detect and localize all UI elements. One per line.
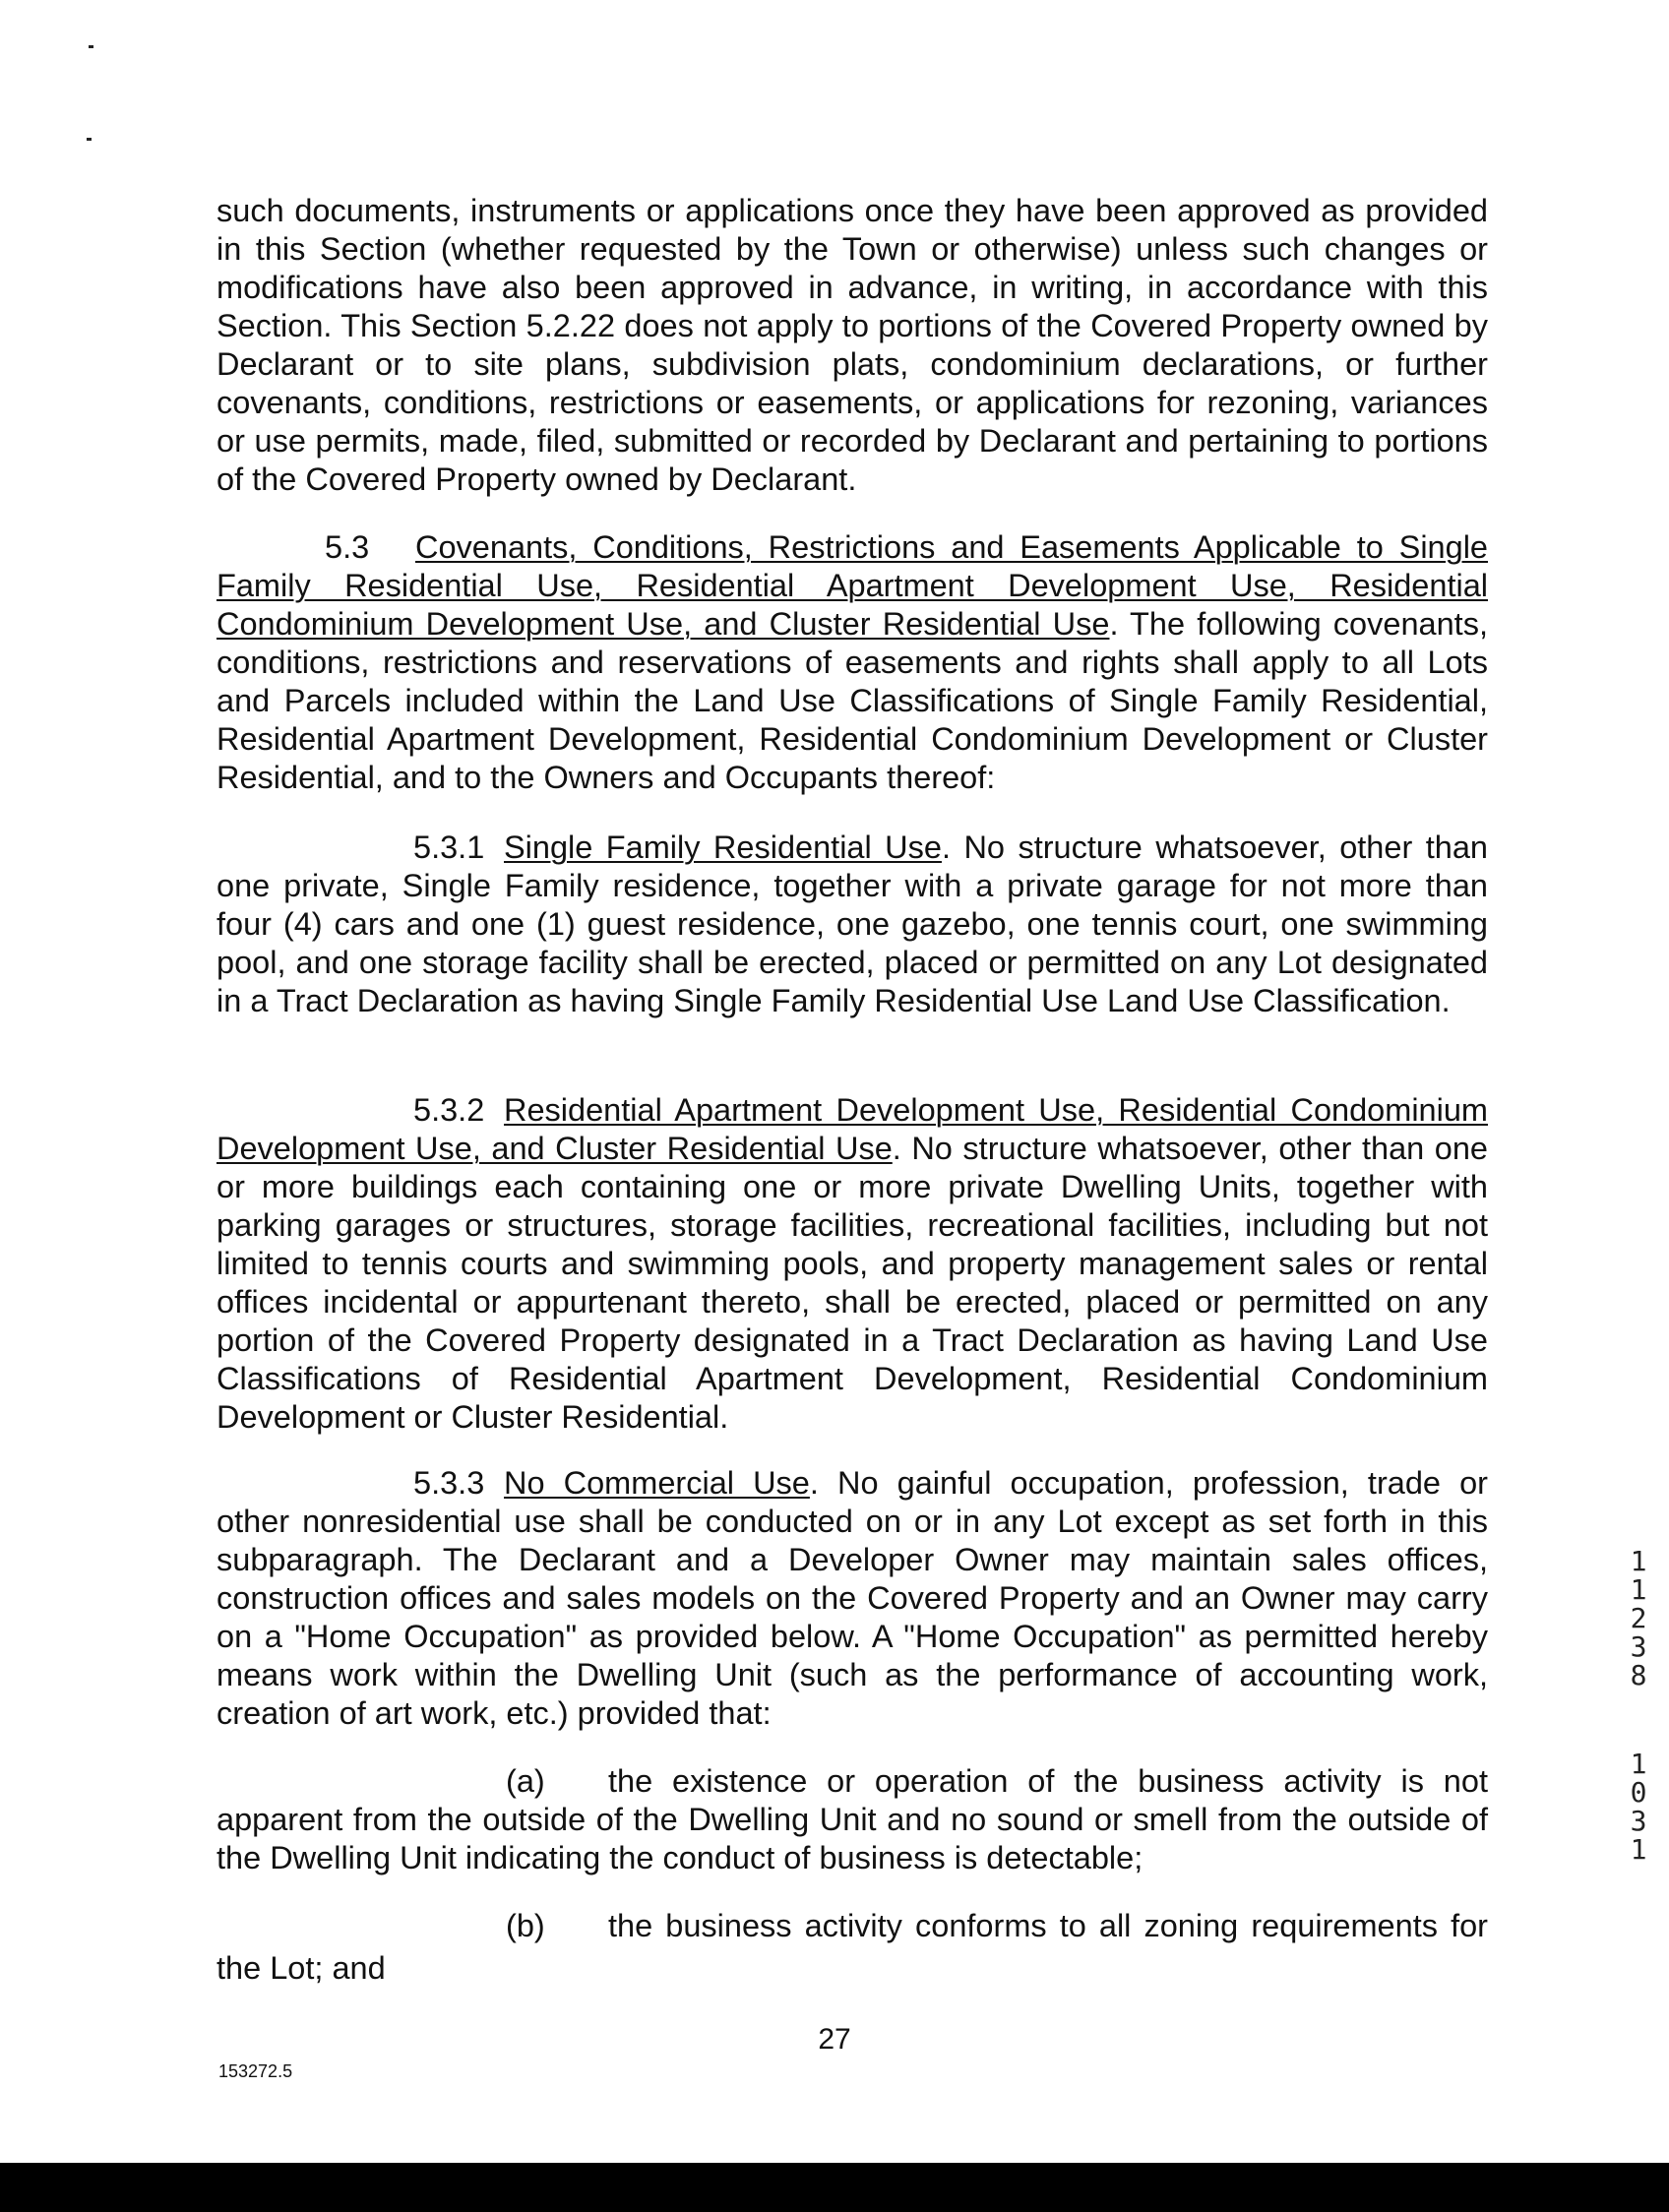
section-body: . No structure whatsoever, other than one or more buildings each containing one or more private Dwelling Units, together with parking garages or structures, storage facilities, recreational facilities, including but not limited to tennis courts and swimming pools, and property management sales or rental offices incidental or appurtenant thereto, shall be erected, placed or permitted on any portion of the Covered Property designated in a Tract Declaration as having Land Use Classifications of Residential Apartment Development, Residential Condominium Development or Cluster Residential. [216,1131,1488,1435]
section-body: . No gainful occupation, profession, trade or other nonresidential use shall be conducted on or in any Lot except as set forth in this subparagraph. The Declarant and a Developer Owner may maintain sales offices, construction offices and sales models on the Covered Property and an Owner may carry on a "Home Occupation" as provided below. A "Home Occupation" as permitted hereby means work within the Dwelling Unit (such as the performance of accounting work, creation of art work, etc.) provided that: [216,1465,1488,1731]
section-heading: Residential Apartment Development Use, Residential Condominium Development Use, and Cluster Residential Use [216,1092,1488,1166]
recording-digit: 8 [1630,1659,1647,1691]
recording-digit: 1 [1630,1833,1647,1866]
item-label: (a) [506,1763,545,1799]
recording-digit: 0 [1630,1776,1647,1809]
item-a [216,1762,1488,1877]
recording-digit: 3 [1630,1630,1647,1663]
recording-digit: 1 [1630,1573,1647,1606]
section-number: 5.3.1 [413,830,485,865]
recording-digit: 1 [1630,1545,1647,1577]
section-number: 5.3.3 [413,1465,485,1501]
intro-text: such documents, instruments or applications once they have been approved as provided in this Section (whether requested by the Town or otherwise) unless such changes or modifications have also been approved in advance, in writing, in accordance with this Section. This Section 5.2.22 does not apply to portions of the Covered Property owned by Declarant or to site plans, subdivision plats, condominium declarations, or further covenants, conditions, restrictions or easements, or applications for rezoning, variances or use permits, made, filed, submitted or recorded by Declarant and pertaining to portions of the Covered Property owned by Declarant. [216,193,1488,497]
scan-speck [89,45,93,48]
document-id: 153272.5 [218,2061,293,2081]
scan-speck [87,138,92,141]
recording-number-upper [1624,1547,1653,1690]
item-b [216,1907,1488,1988]
intro-paragraph [216,192,1488,499]
section-heading: Single Family Residential Use [504,830,942,865]
item-first-line: the business activity conforms to all zoning requirements for [608,1908,1488,1943]
scan-border-bottom [0,2163,1669,2212]
recording-digit: 2 [1630,1602,1647,1634]
section-5-3-3 [216,1464,1488,1733]
item-label: (b) [506,1908,545,1943]
item-first-line: the existence or operation of the business activity is not [608,1763,1488,1799]
recording-digit: 1 [1630,1748,1647,1780]
section-number: 5.3.2 [413,1092,485,1128]
section-5-3 [216,528,1488,797]
recording-digit: 3 [1630,1805,1647,1837]
section-body: . No structure whatsoever, other than one private, Single Family residence, together with a private garage for not more than four (4) cars and one (1) guest residence, one gazebo, one tennis court, one swimming pool, and one storage facility shall be erected, placed or permitted on any Lot designated in a Tract Declaration as having Single Family Residential Use Land Use Classification. [216,830,1488,1018]
section-heading: Covenants, Conditions, Restrictions and Easements Applicable to Single Family Residential Use, Residential Apartment Development Use, Residential Condominium Development Use, and Cluster Residential Use [216,529,1488,642]
section-5-3-2 [216,1091,1488,1437]
page-number: 27 [818,2023,851,2056]
section-heading: No Commercial Use [504,1465,810,1501]
recording-number-lower [1624,1750,1653,1864]
section-number: 5.3 [325,529,370,565]
item-rest: the Lot; and [216,1950,386,1986]
section-body: . The following covenants, conditions, restrictions and reservations of easements and rights shall apply to all Lots and Parcels included within the Land Use Classifications of Single Family Residential, Residential Apartment Development, Residential Condominium Development or Cluster Residential, and to the Owners and Occupants thereof: [216,606,1488,795]
section-5-3-1 [216,829,1488,1020]
item-rest: apparent from the outside of the Dwelling Unit and no sound or smell from the outside of the Dwelling Unit indicating the conduct of business is detectable; [216,1802,1488,1875]
